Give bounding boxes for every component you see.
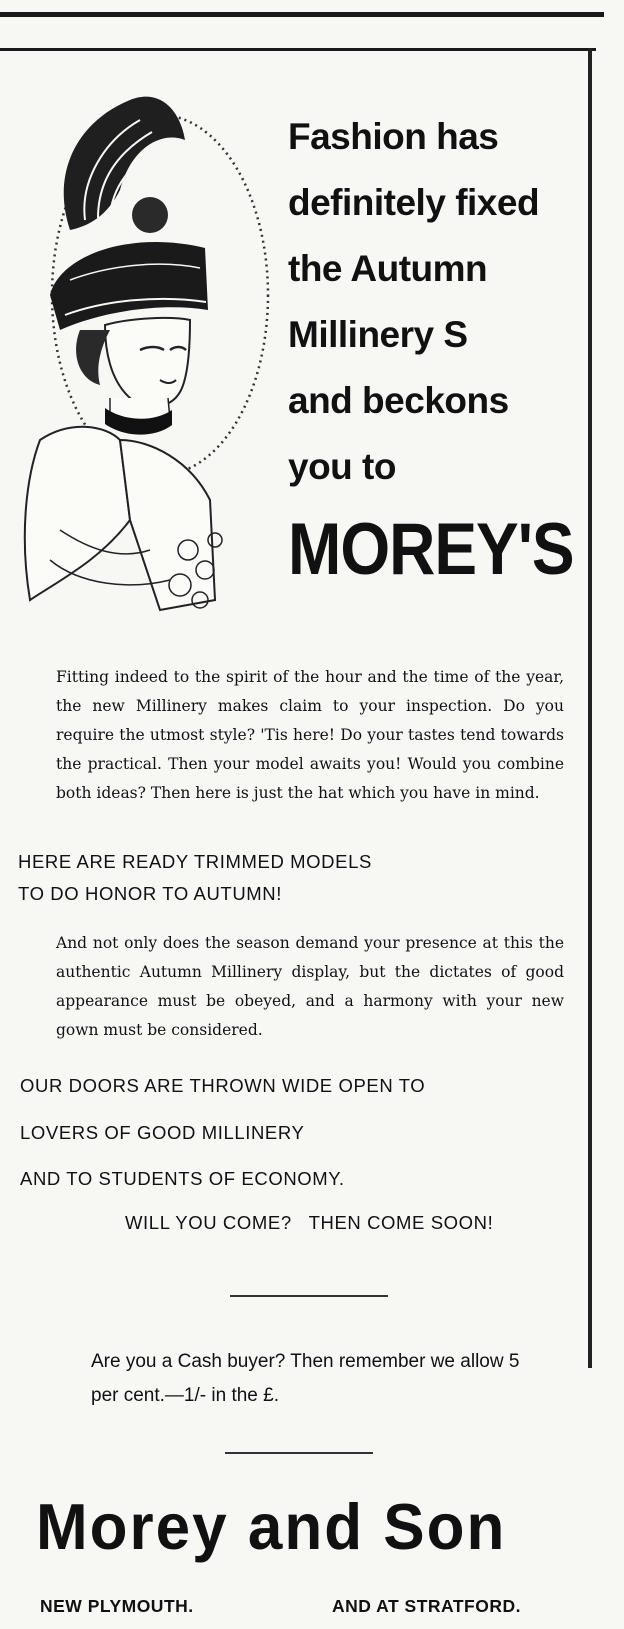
headline-line-4: Millinery S (288, 314, 468, 355)
location-new-plymouth: NEW PLYMOUTH. (40, 1596, 194, 1616)
headline-line-2: definitely fixed (288, 182, 540, 223)
headline-line-3: the Autumn (288, 248, 488, 289)
headline-line-6: you to (288, 446, 396, 487)
second-paragraph: And not only does the season demand your presence at this the authentic Autumn Millinery display, but the dictates of good appearance must be obeyed, and a harmony with your new gown must be considered. (56, 934, 564, 1039)
header-border-rule (0, 48, 596, 51)
subhead-line-1: HERE ARE READY TRIMMED MODELS (18, 851, 372, 872)
location-stratford: AND AT STRATFORD. (332, 1596, 521, 1616)
divider-rule (230, 1295, 388, 1297)
doors-line-2: LOVERS OF GOOD MILLINERY (20, 1122, 305, 1143)
intro-paragraph: Fitting indeed to the spirit of the hour and the time of the year, the new Millinery makes claim to your inspection. Do you require the utmost style? 'Tis here! Do your tastes tend towards the practical. Then your model awaits you! Would you combine both ideas? Then here is just the hat which you have in mind. (56, 668, 564, 802)
divider-rule (225, 1452, 373, 1454)
headline-line-5: and beckons (288, 380, 509, 421)
woman-in-hat-illustration (10, 80, 270, 650)
doors-line-1: OUR DOORS ARE THROWN WIDE OPEN TO (20, 1075, 426, 1096)
cash-offer: Are you a Cash buyer? Then remember we allow 5 per cent.—1/- in the £. (91, 1351, 520, 1406)
headline-line-1: Fashion has (288, 116, 499, 157)
brand-name: MOREY'S (288, 507, 574, 590)
headline (288, 104, 588, 590)
firm-name: Morey and Son (36, 1491, 507, 1564)
call-to-action: WILL YOU COME? THEN COME SOON! (125, 1212, 494, 1233)
right-border-rule (588, 48, 592, 1368)
top-border-rule (0, 12, 604, 17)
doors-line-3: AND TO STUDENTS OF ECONOMY. (20, 1168, 345, 1189)
subhead-line-2: TO DO HONOR TO AUTUMN! (18, 883, 282, 904)
